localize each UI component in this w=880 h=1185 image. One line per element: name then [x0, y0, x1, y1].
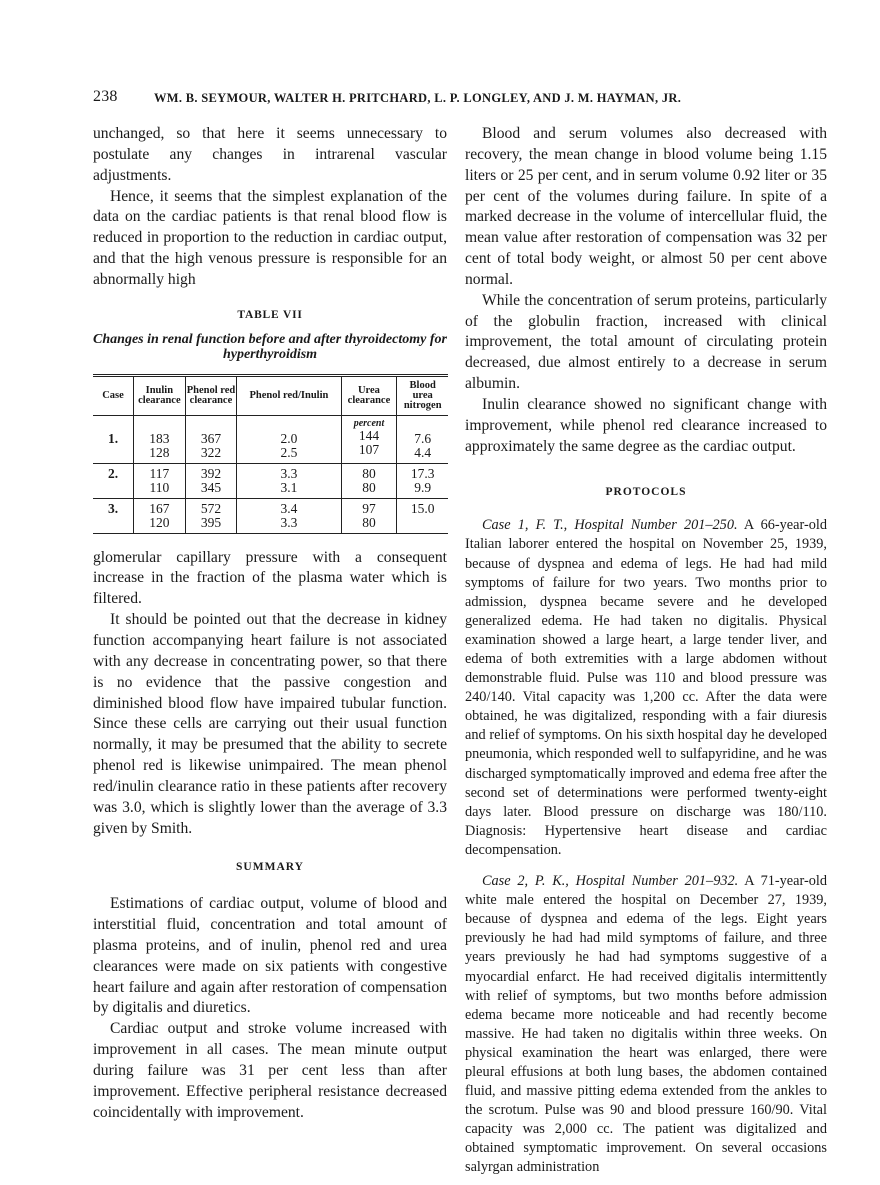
value: 322: [200, 444, 222, 460]
cell: [134, 463, 186, 498]
value: 183: [149, 430, 170, 446]
value: 107: [358, 441, 380, 457]
value: 7.6: [414, 430, 432, 446]
paragraph: While the concentration of serum proteins, particularly of the globulin fraction, increased with clinical improvement, the total amount of circulating protein decreased, due almost entirely to a decrease in serum albumin.: [465, 291, 827, 393]
value: 80: [362, 479, 376, 495]
table-row: [93, 498, 448, 533]
running-head: [93, 88, 853, 110]
col-header: Inulin clearance: [134, 375, 186, 415]
value: 392: [200, 465, 222, 481]
unit-note: percent: [353, 417, 385, 429]
case-label: Case 2, P. K., Hospital Number 201–932.: [482, 873, 739, 890]
col-header: Urea clearance: [341, 375, 397, 415]
value: 80: [362, 465, 376, 481]
case-label: Case 1, F. T., Hospital Number 201–250.: [482, 517, 738, 534]
summary-heading: SUMMARY: [236, 861, 304, 874]
author-line: WM. B. SEYMOUR, WALTER H. PRITCHARD, L. P. LONGLEY, AND J. M. HAYMAN, JR.: [154, 91, 682, 105]
value: 9.9: [414, 479, 432, 495]
cell: [134, 498, 186, 533]
case-text: A 71-year-old white male entered the hospital on December 27, 1939, because of dyspnea and edema of the legs. Eight years previously he had had mild symptoms of failure, and three years previously he had had symptoms suggestive of a myocardial enfarct. He had received digitalis intermittently with relief of symptoms, but two months before admission edema became more noticeable and had recently become massive. He had taken no digitalis within three weeks. On physical examination the heart was enlarged, there were pleural effusions at both lung bases, the abdomen contained fluid, and massive pitting edema extended from the ankles to the scrotum. Pulse was 90 and blood pressure 160/90. Vital capacity was 2,000 cc. The patient was digitalized and obtained symptomatic improvement. On several occasions salyrgan administration: [465, 873, 827, 1176]
value: 3.4: [280, 500, 298, 516]
value: 80: [362, 514, 376, 530]
cell: [341, 463, 397, 498]
paragraph: It should be pointed out that the decrease in kidney function accompanying heart failure is not associated with any decrease in concentrating power, so that there is no evidence that the passive congestion and diminished blood flow have impaired tubular function. Since these cells are carrying out their usual function normally, it may be presumed that the ability to secrete phenol red is likewise unimpaired. The mean phenol red/inulin clearance ratio in these patients after recovery was 3.0, which is slightly lower than the average of 3.3 given by Smith.: [93, 611, 447, 837]
table-header-row: [93, 375, 448, 415]
case-1-protocol: [465, 516, 827, 860]
col-header: Case: [93, 375, 134, 415]
value: [399, 516, 446, 530]
right-column: [465, 124, 827, 1178]
value: 17.3: [410, 465, 435, 481]
paragraph: Blood and serum volumes also decreased with recovery, the mean change in blood volume being 1.15 liters or 25 per cent, and in serum volume 0.92 liter or 35 per cent of the volumes during failure. In spite of a marked decrease in the volume of intercellular fluid, the mean value after restoration of compensation was 32 per cent of total body weight, or almost 50 per cent above normal.: [465, 125, 827, 288]
col-header: Phenol red clearance: [185, 375, 237, 415]
cell: [237, 498, 341, 533]
case-text: A 66-year-old Italian laborer entered the hospital on November 25, 1939, because of dyspnea and edema of legs. He had had mild symptoms of failure for two years. Two months prior to admission, dyspnea became severe and he developed generalized edema. He had taken no digitalis. Physical examination showed a large heart, a large tender liver, and edema of both extremities with a large abdomen without demonstrable fluid. Pulse was 110 and blood pressure was 240/140. Vital capacity was 1,200 cc. After the data were obtained, he was digitalized, responding with a fair diuresis and relief of symptoms. On his sixth hospital day he developed pneumonia, which responded well to sulfapyridine, and he was discharged symptomatically improved and edema free after the second set of determinations were performed twenty-eight days later. Blood pressure on discharge was 180/110. Diagnosis: Hypertensive heart disease and cardiac decompensation.: [465, 517, 827, 858]
value: 110: [149, 479, 170, 495]
left-column: [93, 124, 447, 1124]
value: 3.3: [280, 514, 298, 530]
cell: [237, 463, 341, 498]
cell: [185, 498, 237, 533]
value: 117: [149, 465, 170, 481]
page-number: 238: [93, 88, 118, 105]
cell: [397, 463, 448, 498]
cell: [397, 415, 448, 463]
value: 3.3: [280, 465, 298, 481]
paragraph: Cardiac output and stroke volume increased with improvement in all cases. The mean minute output during failure was 31 per cent less than after improvement. Effective peripheral resistance decreased coincidentally with improvement.: [93, 1020, 447, 1121]
cell: [341, 498, 397, 533]
value: 4.4: [414, 444, 432, 460]
table-row: [93, 463, 448, 498]
cell: [185, 463, 237, 498]
value: 97: [362, 500, 376, 516]
value: 167: [149, 500, 170, 516]
paragraph: Inulin clearance showed no significant change with improvement, while phenol red clearance increased to approximately the same degree as the cardiac output.: [465, 395, 827, 455]
value: 572: [200, 500, 222, 516]
cell: [134, 415, 186, 463]
case-cell: 2.: [93, 463, 134, 498]
value: 128: [149, 444, 170, 460]
value: 15.0: [410, 500, 435, 516]
value: 395: [200, 514, 222, 530]
value: 120: [149, 514, 170, 530]
value: 367: [200, 430, 222, 446]
col-header: Blood urea nitrogen: [397, 375, 448, 415]
cell: [341, 415, 397, 463]
cell: [237, 415, 341, 463]
value: 2.0: [280, 430, 298, 446]
case-2-protocol: [465, 872, 827, 1178]
table-row: [93, 415, 448, 463]
paragraph: Hence, it seems that the simplest explanation of the data on the cardiac patients is that renal blood flow is reduced in proportion to the reduction in cardiac output, and that the high venous pressure is responsible for an abnormally high: [93, 187, 447, 288]
case-cell: 3.: [93, 498, 134, 533]
cell: [185, 415, 237, 463]
paragraph: Estimations of cardiac output, volume of blood and interstitial fluid, concentration and total amount of plasma proteins, and of inulin, phenol red and urea clearances were made on six patients with congestive heart failure and again after restoration of compensation by digitalis and diuretics.: [93, 895, 447, 1017]
value: 2.5: [280, 444, 298, 460]
value: 144: [358, 427, 380, 443]
table-label: TABLE VII: [237, 308, 303, 321]
value: 345: [200, 479, 222, 495]
col-header: Phenol red/Inulin: [237, 375, 341, 415]
value: 3.1: [280, 479, 298, 495]
paragraph: glomerular capillary pressure with a consequent increase in the fraction of the plasma water which is filtered.: [93, 548, 447, 608]
protocols-heading: PROTOCOLS: [605, 485, 687, 498]
paragraph: unchanged, so that here it seems unnecessary to postulate any changes in intrarenal vascular adjustments.: [93, 125, 447, 184]
table-vii: [93, 374, 448, 534]
table-caption: Changes in renal function before and after thyroidectomy for hyperthyroidism: [93, 331, 447, 362]
case-cell: 1.: [107, 430, 119, 446]
cell: [397, 498, 448, 533]
